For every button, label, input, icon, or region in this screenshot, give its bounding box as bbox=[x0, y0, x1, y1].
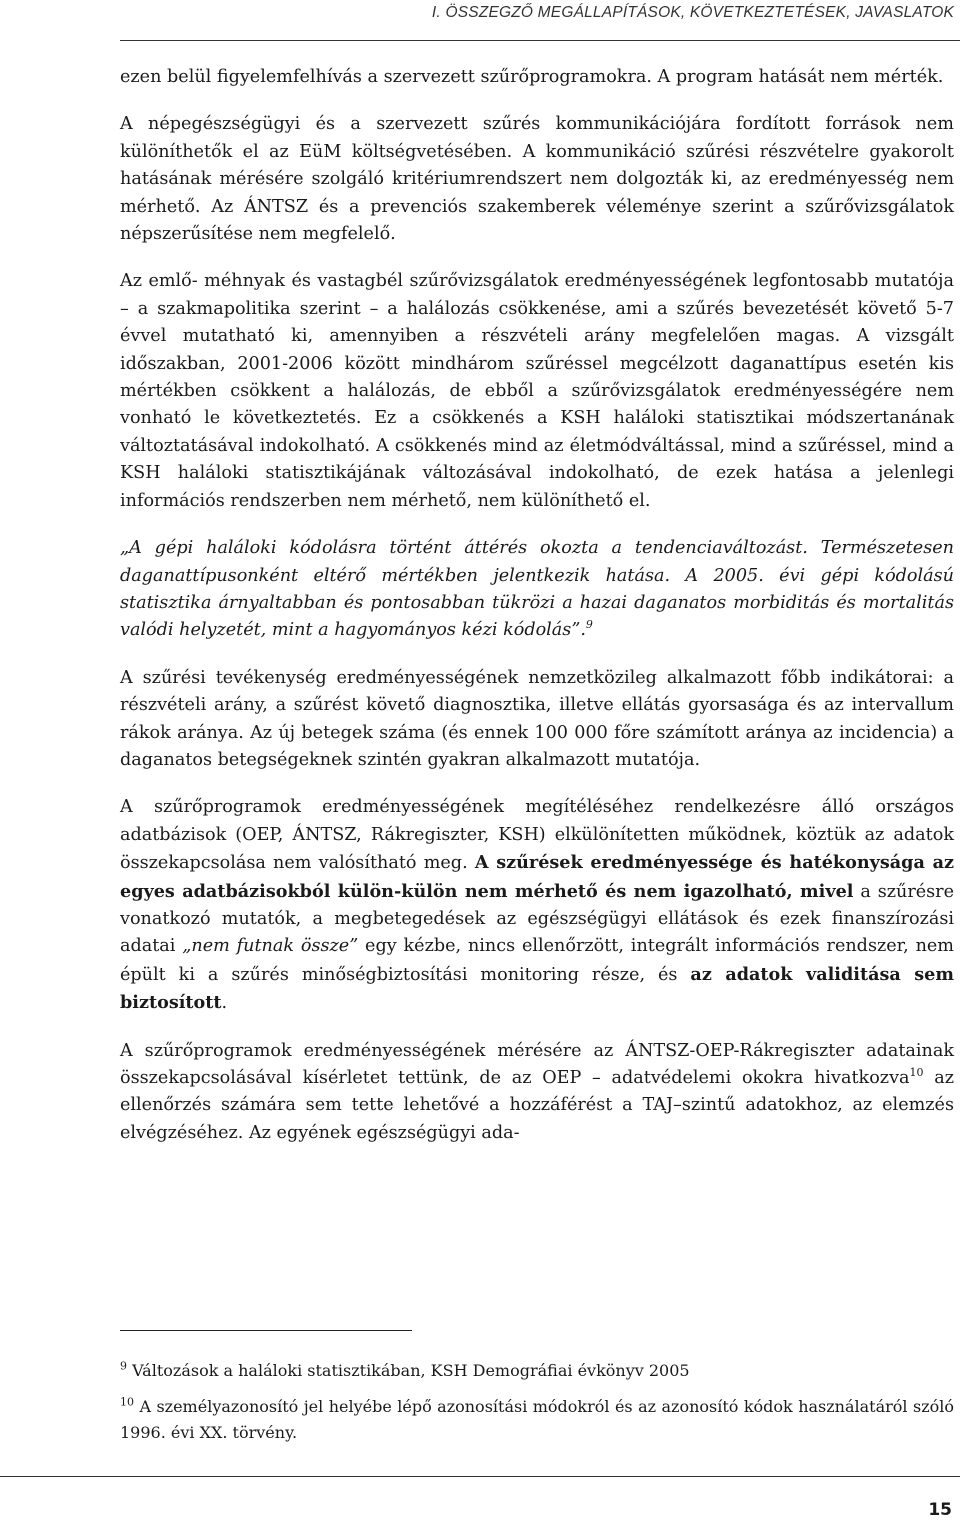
paragraph-6-part-b: az ellenőrzés számára sem tette lehetővé a hozzáférést a TAJ–szintű adatokhoz, az elemzés elvégzéséhez. Az egyének egészségügyi ada- bbox=[120, 1068, 954, 1143]
footnote-10 bbox=[120, 1394, 954, 1446]
header-rule bbox=[120, 40, 960, 41]
quote-text: „A gépi haláloki kódolásra történt áttérés okozta a tendenciaváltozást. Természetesen daganattípusonként eltérő mértékben jelentkezik hatása. A 2005. évi gépi kódolású statisztika árnyaltabban és pontosabban tükrözi a hazai daganatos morbiditás és mortalitás valódi helyzetét, mint a hagyományos kézi kódolás”. bbox=[120, 538, 954, 641]
footnote-text: A személyazonosító jel helyébe lépő azonosítási módokról és az azonosító kódok használatáról szóló 1996. évi XX. törvény. bbox=[120, 1397, 955, 1442]
paragraph-5 bbox=[120, 794, 954, 1017]
footnote-number: 9 bbox=[120, 1359, 127, 1373]
paragraph-5-part-c: a szűrésre vonatkozó mutatók, a megbetegedések az egészségügyi ellátások és ezek finanszírozási adatai bbox=[120, 881, 954, 957]
paragraph-4: A szűrési tevékenység eredményességének nemzetközileg alkalmazott főbb indikátorai: a részvételi arány, a szűrést követő diagnosztika, illetve ellátás gyorsasága és az intervallum rákok aránya. Az új betegek száma (és ennek 100 000 főre számított aránya az incidencia) a daganatos betegségeknek szintén gyakran alkalmazott mutatója. bbox=[120, 667, 954, 770]
paragraph-6-part-a: A szűrőprogramok eredményességének mérésére az ÁNTSZ-OEP-Rákregiszter adatainak összekapcsolásával kísérletet tettünk, de az OEP – adatvédelemi okokra hivatkozva bbox=[120, 1040, 954, 1088]
running-header: I. ÖSSZEGZŐ MEGÁLLAPÍTÁSOK, KÖVETKEZTETÉSEK, JAVASLATOK bbox=[431, 4, 954, 21]
paragraph-5-italic: „nem futnak össze” bbox=[182, 936, 359, 957]
paragraph-1: ezen belül figyelemfelhívás a szervezett szűrőprogramokra. A program hatását nem mérték. bbox=[120, 67, 944, 87]
footnote-separator bbox=[120, 1330, 412, 1331]
footnotes bbox=[120, 1358, 954, 1446]
paragraph-3: Az emlő- méhnyak és vastagbél szűrővizsgálatok eredményességének legfontosabb mutatója – a szakmapolitika szerint – a halálozás csökkenése, ami a szűrés bevezetését követő 5-7 évvel mutatható ki, amennyiben a részvételi arány megfelelően magas. A vizsgált időszakban, 2001-2006 között mindhárom szűréssel megcélzott daganattípus esetén kis mértékben csökkent a halálozás, de ebből a szűrővizsgálatok eredményességére nem vonható le következtetés. Ez a csökkenés a KSH haláloki statisztikai módszertanának változtatásával indokolható. A csökkenés mind az életmódváltással, mind a szűréssel, mind a KSH haláloki statisztikájának változásával indokolható, de ezek hatása a jelenlegi információs rendszerben nem mérhető, nem különíthető el. bbox=[120, 271, 954, 511]
paragraph-6 bbox=[120, 1038, 954, 1148]
footer-rule bbox=[0, 1476, 960, 1477]
footnote-number: 10 bbox=[120, 1395, 134, 1409]
page-number: 15 bbox=[928, 1500, 952, 1520]
paragraph-5-bold-b: az adatok validitása sem biztosított bbox=[120, 963, 954, 1014]
paragraph-5-part-e: egy kézbe, nincs ellenőrzött, integrált információs rendszer, nem épült ki a szűrés minőségbiztosítási monitoring része, és bbox=[120, 936, 954, 985]
footnote-9 bbox=[120, 1358, 954, 1384]
paragraph-5-end: . bbox=[221, 993, 228, 1014]
footnote-text: Változások a haláloki statisztikában, KSH Demográfiai évkönyv 2005 bbox=[132, 1361, 690, 1380]
paragraph-2: A népegészségügyi és a szervezett szűrés kommunikációjára fordított források nem különíthetők el az EüM költségvetésében. A kommunikáció szűrési részvételre gyakorolt hatásának mérésére szolgáló kritériumrendszert nem dolgozták ki, az eredményesség nem mérhető. Az ÁNTSZ és a prevenciós szakemberek véleménye szerint a szűrővizsgálatok népszerűsítése nem megfelelő. bbox=[120, 114, 954, 245]
paragraph-5-part-a: A szűrőprogramok eredményességének megítéléséhez rendelkezésre álló országos adatbázisok (OEP, ÁNTSZ, Rákregiszter, KSH) elkülönítetten működnek, köztük az adatok összekapcsolása nem valósítható meg. bbox=[120, 797, 954, 874]
body-text bbox=[120, 64, 954, 1147]
paragraph-5-bold-a: A szűrések eredményessége és hatékonysága az egyes adatbázisokból külön-külön nem mérhető és nem igazolható, mivel bbox=[120, 852, 954, 902]
footnote-ref-9: 9 bbox=[585, 618, 593, 632]
quote-paragraph bbox=[120, 535, 954, 645]
footnote-ref-10: 10 bbox=[909, 1066, 924, 1080]
